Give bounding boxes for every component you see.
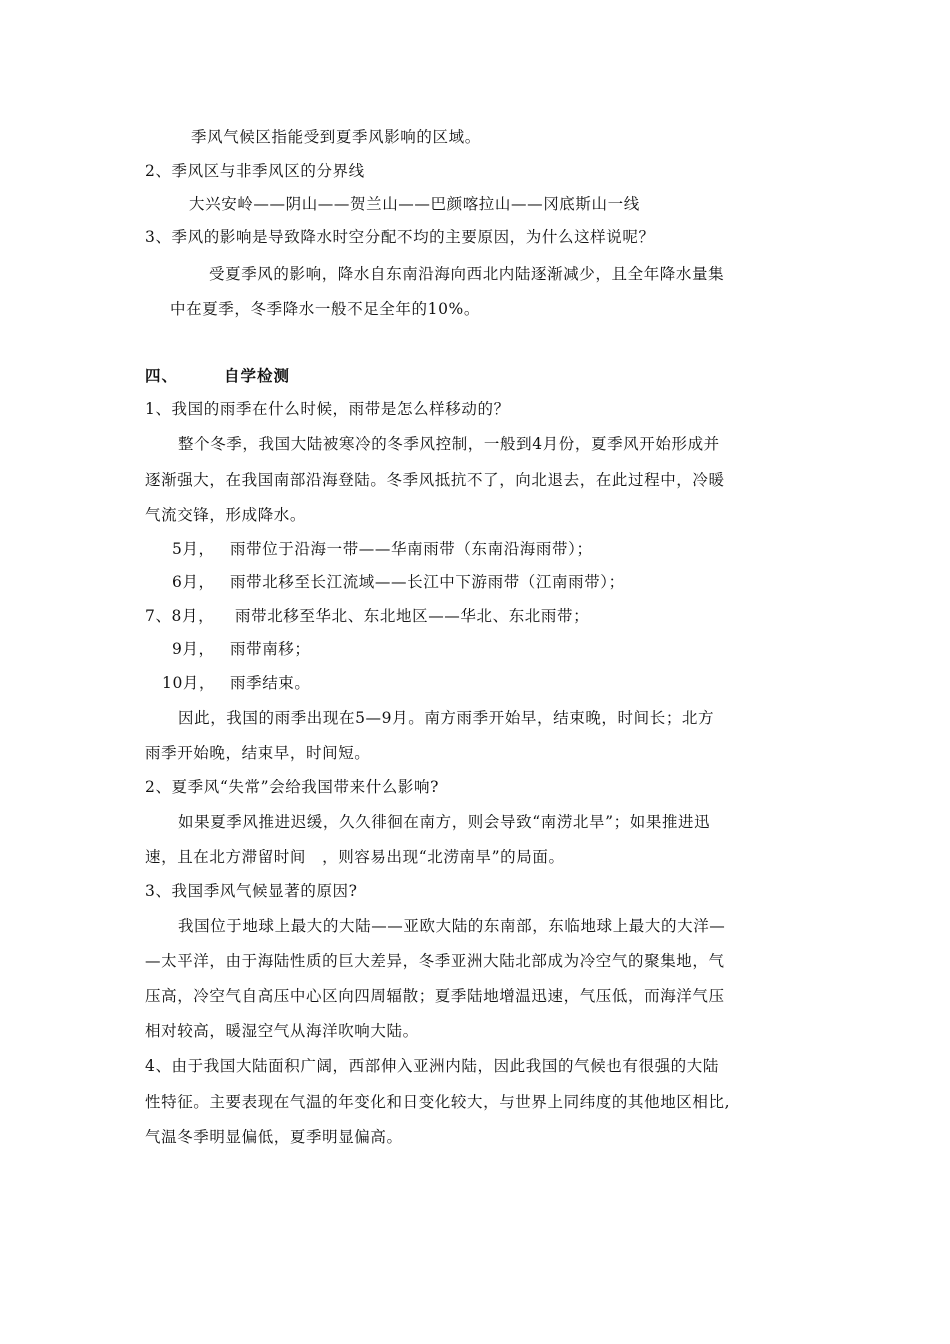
month-text: 雨带北移至华北、东北地区——华北、东北雨带； <box>235 607 590 625</box>
section-heading <box>145 366 290 386</box>
intro-question-3: 3、季风的影响是导致降水时空分配不均的主要原因，为什么这样说呢？ <box>145 228 655 246</box>
rain-belt-september <box>172 639 311 659</box>
month-text: 雨带北移至长江流域——长江中下游雨带（江南雨带）； <box>230 573 625 591</box>
rain-belt-june <box>172 572 625 592</box>
intro-answer-3-line-2: 中在夏季，冬季降水一般不足全年的10%。 <box>170 300 480 318</box>
q1-paragraph-line-1: 整个冬季，我国大陆被寒冷的冬季风控制，一般到4月份，夏季风开始形成并 <box>178 435 720 453</box>
month-label: 6月， <box>172 573 215 591</box>
q2-question: 2、夏季风“失常”会给我国带来什么影响? <box>145 778 440 796</box>
intro-line-1: 季风气候区指能受到夏季风影响的区域。 <box>191 128 481 146</box>
month-label: 10月， <box>162 674 216 692</box>
section-number: 四、 <box>145 366 179 385</box>
month-text: 雨带南移； <box>230 640 311 658</box>
q3-answer-line-1: 我国位于地球上最大的大陆——亚欧大陆的东南部，东临地球上最大的大洋— <box>178 917 726 935</box>
section-title: 自学检测 <box>224 366 291 385</box>
q1-conclusion-line-1: 因此，我国的雨季出现在5—9月。南方雨季开始早，结束晚，时间长；北方 <box>178 709 715 727</box>
q3-answer-line-2: —太平洋，由于海陆性质的巨大差异，冬季亚洲大陆北部成为冷空气的聚集地，气 <box>145 952 725 970</box>
intro-question-2: 2、季风区与非季风区的分界线 <box>145 162 365 180</box>
rain-belt-july-august <box>145 606 590 626</box>
q3-question: 3、我国季风气候显著的原因? <box>145 882 358 900</box>
month-text: 雨带位于沿海一带——华南雨带（东南沿海雨带）； <box>230 540 593 558</box>
q4-line-3: 气温冬季明显偏低，夏季明显偏高。 <box>145 1128 403 1146</box>
rain-belt-october <box>162 673 311 693</box>
q1-conclusion-line-2: 雨季开始晚，结束早，时间短。 <box>145 744 371 762</box>
intro-answer-3-line-1: 受夏季风的影响，降水自东南沿海向西北内陆逐渐减少，且全年降水量集 <box>209 265 725 283</box>
intro-answer-2: 大兴安岭——阴山——贺兰山——巴颜喀拉山——冈底斯山一线 <box>189 195 640 213</box>
q1-question: 1、我国的雨季在什么时候，雨带是怎么样移动的？ <box>145 400 510 418</box>
month-label: 5月， <box>172 540 215 558</box>
q1-paragraph-line-3: 气流交锋，形成降水。 <box>145 506 307 524</box>
month-text: 雨季结束。 <box>230 674 311 692</box>
month-label: 7、8月， <box>145 607 215 625</box>
rain-belt-may <box>172 539 593 559</box>
q4-line-2: 性特征。主要表现在气温的年变化和日变化较大，与世界上同纬度的其他地区相比, <box>145 1093 731 1111</box>
month-label: 9月， <box>172 640 215 658</box>
q2-answer-line-2: 速，且在北方滞留时间 ，则容易出现“北涝南旱”的局面。 <box>145 848 565 866</box>
q1-paragraph-line-2: 逐渐强大，在我国南部沿海登陆。冬季风抵抗不了，向北退去，在此过程中，冷暖 <box>145 471 725 489</box>
q2-answer-line-1: 如果夏季风推进迟缓，久久徘徊在南方，则会导致“南涝北旱”；如果推进迅 <box>178 813 711 831</box>
q4-line-1: 4、由于我国大陆面积广阔，西部伸入亚洲内陆，因此我国的气候也有很强的大陆 <box>145 1057 719 1075</box>
q3-answer-line-4: 相对较高，暖湿空气从海洋吹响大陆。 <box>145 1022 419 1040</box>
q3-answer-line-3: 压高，冷空气自高压中心区向四周辐散；夏季陆地增温迅速，气压低，而海洋气压 <box>145 987 725 1005</box>
